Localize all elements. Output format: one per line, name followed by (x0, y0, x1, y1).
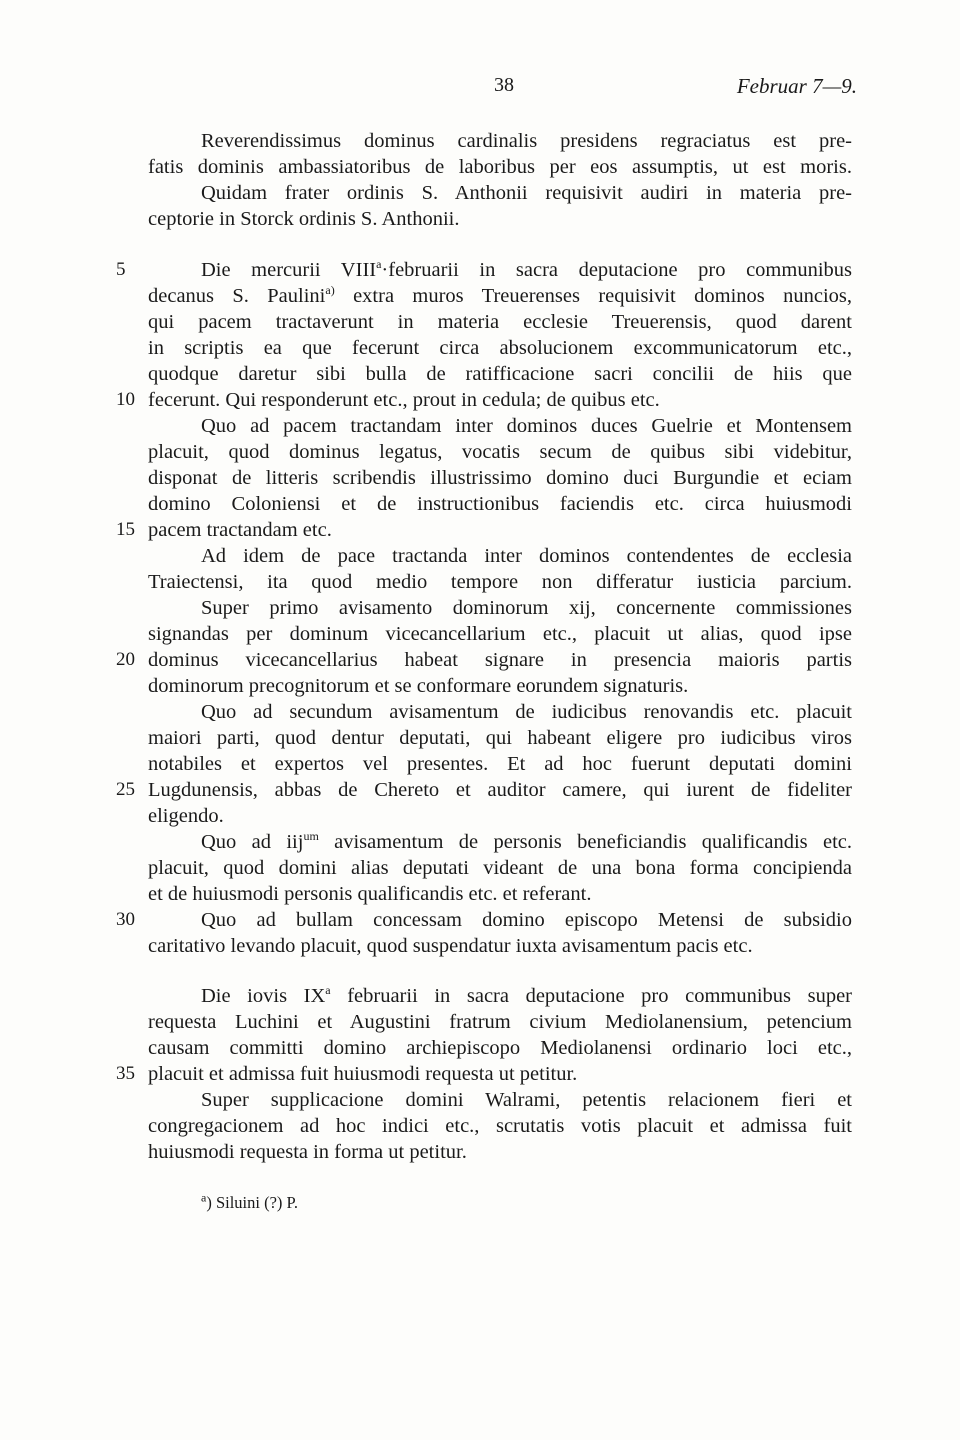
line-number: 25 (116, 779, 135, 800)
line-number: 30 (116, 909, 135, 930)
text-line: Traiectensi, ita quod medio tempore non differatur iusticia parcium. (148, 571, 852, 593)
line-number: 5 (116, 259, 126, 280)
running-head: Februar 7—9. (736, 74, 857, 98)
text-line: Die mercurii $VIII^a\cdot februarii$ in sacra deputacione pro communibus (201, 257, 852, 281)
line-number: 15 (116, 519, 135, 540)
line-number: 10 (116, 389, 135, 410)
text-line: placuit, quod domini alias deputati videant de una bona forma concipienda (148, 857, 852, 879)
text-line: dominus vicecancellarius habeat signare in presencia maioris partis (148, 649, 852, 671)
text-line: Die iovis $IX^a$ februarii in sacra deputacione pro communibus super (201, 983, 853, 1007)
text-line: congregacionem ad hoc indici etc., scrutatis votis placuit et admissa fuit (148, 1115, 852, 1137)
text-line: placuit, quod dominus legatus, vocatis secum de quibus sibi videbitur, (148, 441, 852, 463)
text-line: Lugdunensis, abbas de Chereto et auditor camere, qui iurent de fideliter (148, 779, 852, 801)
text-line: Quo ad iij$^{um}$ avisamentum de personis beneficiandis qualificandis etc. (201, 829, 853, 853)
text-line: caritativo levando placuit, quod suspendatur iuxta avisamentum pacis etc. (148, 935, 753, 957)
text-line: fatis dominis ambassiatoribus de laboribus per eos assumptis, ut est moris. (148, 156, 852, 178)
text-line: causam committi domino archiepiscopo Mediolanensi ordinario loci etc., (148, 1037, 852, 1059)
line-number: 20 (116, 649, 135, 670)
text-line: in scriptis ea que fecerunt circa absolucionem excommunicatorum etc., (148, 337, 852, 359)
text-line: disponat de litteris scribendis illustrissimo domino duci Burgundie et eciam (148, 467, 852, 489)
text-line: Quo ad secundum avisamentum de iudicibus renovandis etc. placuit (201, 701, 852, 723)
superscript: a (325, 983, 331, 998)
text-line: Super primo avisamento dominorum xij, concernente commissiones (201, 597, 852, 619)
text-line: fecerunt. Qui responderunt etc., prout in cedula; de quibus etc. (148, 389, 660, 411)
text-line: signandas per dominum vicecancellarium etc., placuit ut alias, quod ipse (148, 623, 852, 645)
text-line: requesta Luchini et Augustini fratrum civium Mediolanensium, petencium (148, 1011, 852, 1033)
text-line: placuit et admissa fuit huiusmodi requesta ut petitur. (148, 1063, 578, 1085)
page-number: 38 (494, 74, 514, 96)
text-line: dominorum precognitorum et se conformare eorundem signaturis. (148, 675, 689, 697)
text-line: Quo ad bullam concessam domino episcopo Metensi de subsidio (201, 909, 852, 931)
text-line: Super supplicacione domini Walrami, petentis relacionem fieri et (201, 1089, 852, 1111)
text-line: Quo ad pacem tractandam inter dominos duces Guelrie et Montensem (201, 415, 852, 437)
footnote: $^a$) Siluini (?) P. (201, 1190, 298, 1212)
text-line: decanus S. Paulini$^{a)}$ extra muros Treuerenses requisivit dominos nuncios, (148, 283, 853, 307)
text-line: domino Coloniensi et de instructionibus faciendis etc. circa huiusmodi (148, 493, 852, 515)
footnote-marker: a (201, 1190, 207, 1205)
line-number: 35 (116, 1063, 135, 1084)
text-line: et de huiusmodi personis qualificandis etc. et referant. (148, 883, 592, 905)
text-line: maiori parti, quod dentur deputati, qui habeant eligere pro iudicibus viros (148, 727, 852, 749)
text-line: qui pacem tractaverunt in materia ecclesie Treuerensis, quod darent (148, 311, 852, 333)
text-line: ceptorie in Storck ordinis S. Anthonii. (148, 208, 460, 230)
footnote-marker: a) (325, 283, 335, 298)
text-line: Reverendissimus dominus cardinalis presidens regraciatus est pre- (201, 130, 852, 152)
text-line: Quidam frater ordinis S. Anthonii requisivit audiri in materia pre- (201, 182, 852, 204)
superscript: a (376, 257, 382, 272)
text-line: quodque daretur sibi bulla de ratifficacione sacri concilii de hiis que (148, 363, 852, 385)
text-line: pacem tractandam etc. (148, 519, 332, 541)
text-line: Ad idem de pace tractanda inter dominos contendentes de ecclesia (201, 545, 852, 567)
text-line: notabiles et expertos vel presentes. Et ad hoc fuerunt deputati domini (148, 753, 852, 775)
superscript: um (303, 829, 319, 844)
text-line: huiusmodi requesta in forma ut petitur. (148, 1141, 467, 1163)
text-line: eligendo. (148, 805, 224, 827)
